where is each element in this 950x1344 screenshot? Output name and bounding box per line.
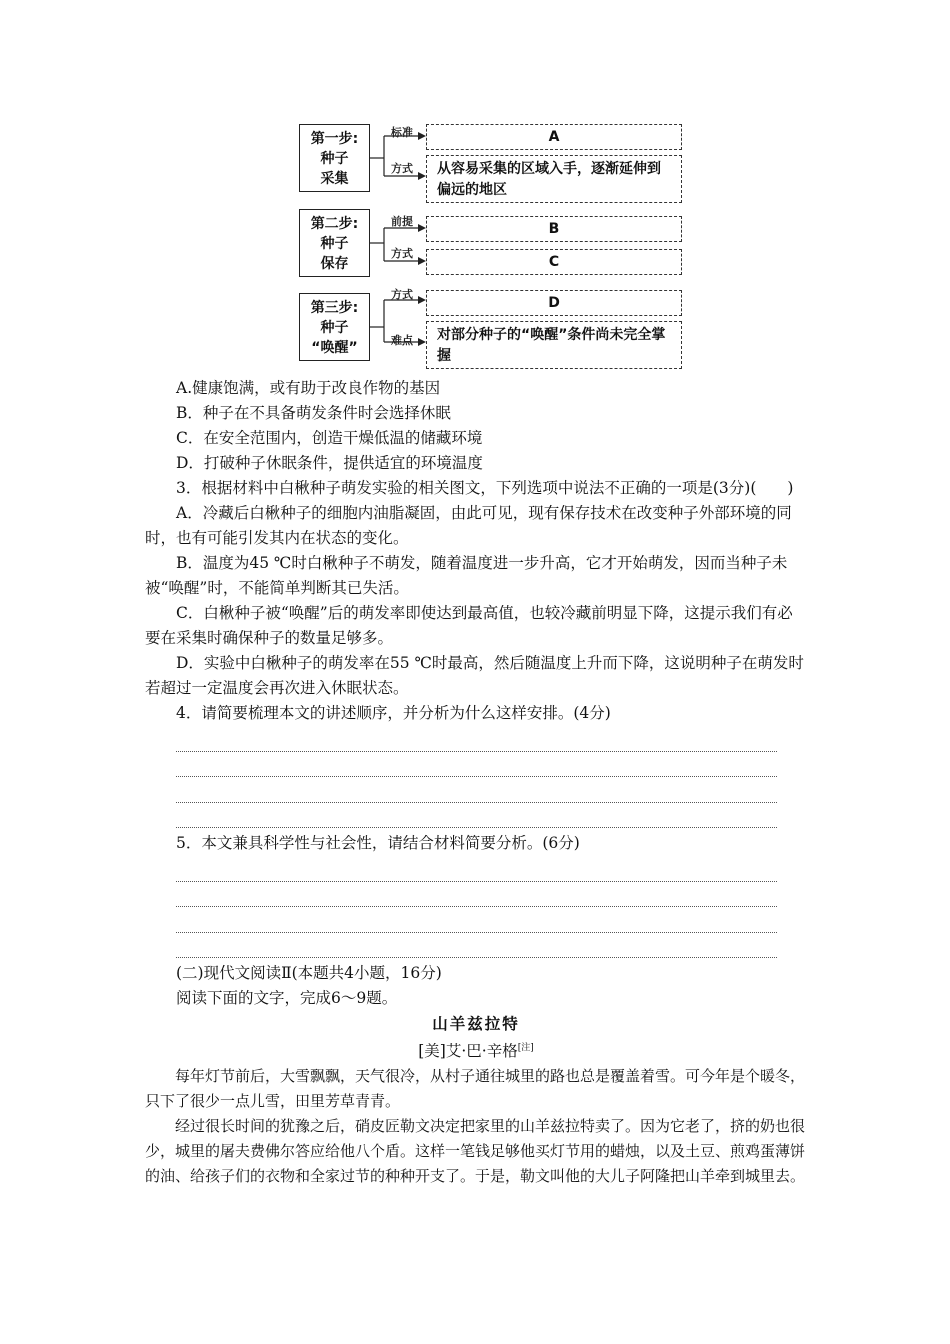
step-1-branch-2-box: 从容易采集的区域入手，逐渐延伸到偏远的地区 <box>426 155 682 203</box>
section-2-heading: (二)现代文阅读Ⅱ(本题共4小题，16分) <box>176 964 442 982</box>
step-3-box <box>299 293 370 361</box>
q4-answer-line[interactable] <box>176 726 777 752</box>
step-3-branch-1-box: D <box>426 290 682 316</box>
step-2-branch-1-box: B <box>426 216 682 242</box>
step-2-line-2: 种子 <box>320 236 349 252</box>
q4-answer-line[interactable] <box>176 752 777 778</box>
step-1-line-2: 种子 <box>320 151 349 167</box>
story-paragraph-2: 经过很长时间的犹豫之后，硝皮匠勒文决定把家里的山羊兹拉特卖了。因为它老了，挤的奶也很少，城里的屠夫费佛尔答应给他八个盾。这样一笔钱足够他买灯节用的蜡烛，以及土豆、煎鸡蛋薄饼的油、给孩子们的衣物和全家过节的种种开支了。于是，勒文叫他的大儿子阿隆把山羊牵到城里去。 <box>145 1117 806 1186</box>
step-3-branch-2-box: 对部分种子的“唤醒”条件尚未完全掌握 <box>426 321 682 369</box>
section-2-instruction: 阅读下面的文字，完成6～9题。 <box>176 989 398 1007</box>
q4-answer-line[interactable] <box>176 777 777 803</box>
question-content <box>145 376 807 1189</box>
q5-answer-line[interactable] <box>176 933 777 959</box>
q4-answer-area[interactable] <box>145 726 807 828</box>
step-3-line-3: “唤醒” <box>311 340 358 356</box>
author-name: [美]艾·巴·辛格 <box>418 1042 518 1061</box>
q2-option-b: B．种子在不具备萌发条件时会选择休眠 <box>176 404 451 422</box>
step-2-branch-2-box: C <box>426 249 682 275</box>
step-1-branch-2-label: 方式 <box>391 162 413 175</box>
q3-option-c: C．白楸种子被“唤醒”后的萌发率即使达到最高值，也较冷藏前明显下降，这提示我们有必要在采集时确保种子的数量足够多。 <box>145 604 793 647</box>
step-2-line-3: 保存 <box>320 256 349 272</box>
step-1-branch-1-box: A <box>426 124 682 150</box>
story-author <box>145 1036 807 1064</box>
q5-stem: 5．本文兼具科学性与社会性，请结合材料简要分析。(6分) <box>176 834 580 852</box>
story-title: 山羊兹拉特 <box>432 1014 520 1033</box>
step-2-line-1: 第二步: <box>310 216 359 232</box>
step-2-branch-1-label: 前提 <box>391 215 413 228</box>
q3-stem: 3．根据材料中白楸种子萌发实验的相关图文，下列选项中说法不正确的一项是(3分)( ) <box>176 479 794 497</box>
q3-option-d: D．实验中白楸种子的萌发率在55 ℃时最高，然后随温度上升而下降，这说明种子在萌发时若超过一定温度会再次进入休眠状态。 <box>145 654 804 697</box>
q2-option-a: A.健康饱满，或有助于改良作物的基因 <box>176 379 441 397</box>
q2-option-c: C．在安全范围内，创造干燥低温的储藏环境 <box>176 429 483 447</box>
q2-option-d: D．打破种子休眠条件，提供适宜的环境温度 <box>176 454 483 472</box>
q4-stem: 4．请简要梳理本文的讲述顺序，并分析为什么这样安排。(4分) <box>176 704 611 722</box>
step-2-branch-2-label: 方式 <box>391 247 413 260</box>
q5-answer-area[interactable] <box>145 856 807 958</box>
seed-process-diagram <box>0 0 950 380</box>
story-paragraph-1: 每年灯节前后，大雪飘飘，天气很冷，从村子通往城里的路也总是覆盖着雪。可今年是个暖冬，只下了很少一点儿雪，田里芳草青青。 <box>145 1067 806 1111</box>
q4-answer-line[interactable] <box>176 803 777 829</box>
q5-answer-line[interactable] <box>176 882 777 908</box>
step-1-line-1: 第一步: <box>310 131 359 147</box>
step-3-branch-2-label: 难点 <box>391 334 413 347</box>
q3-option-a: A．冷藏后白楸种子的细胞内油脂凝固，由此可见，现有保存技术在改变种子外部环境的同时，也有可能引发其内在状态的变化。 <box>145 504 792 547</box>
q5-answer-line[interactable] <box>176 907 777 933</box>
step-1-line-3: 采集 <box>320 171 349 187</box>
step-3-branch-1-label: 方式 <box>391 288 413 301</box>
step-1-branch-1-label: 标准 <box>391 126 413 139</box>
step-3-line-1: 第三步: <box>310 300 359 316</box>
step-1-box <box>299 124 370 192</box>
author-footnote-marker[interactable]: [注] <box>517 1043 534 1053</box>
step-2-box <box>299 209 370 277</box>
q5-answer-line[interactable] <box>176 856 777 882</box>
q3-option-b: B．温度为45 ℃时白楸种子不萌发，随着温度进一步升高，它才开始萌发，因而当种子未被“唤醒”时，不能简单判断其已失活。 <box>145 554 788 597</box>
step-3-line-2: 种子 <box>320 320 349 336</box>
